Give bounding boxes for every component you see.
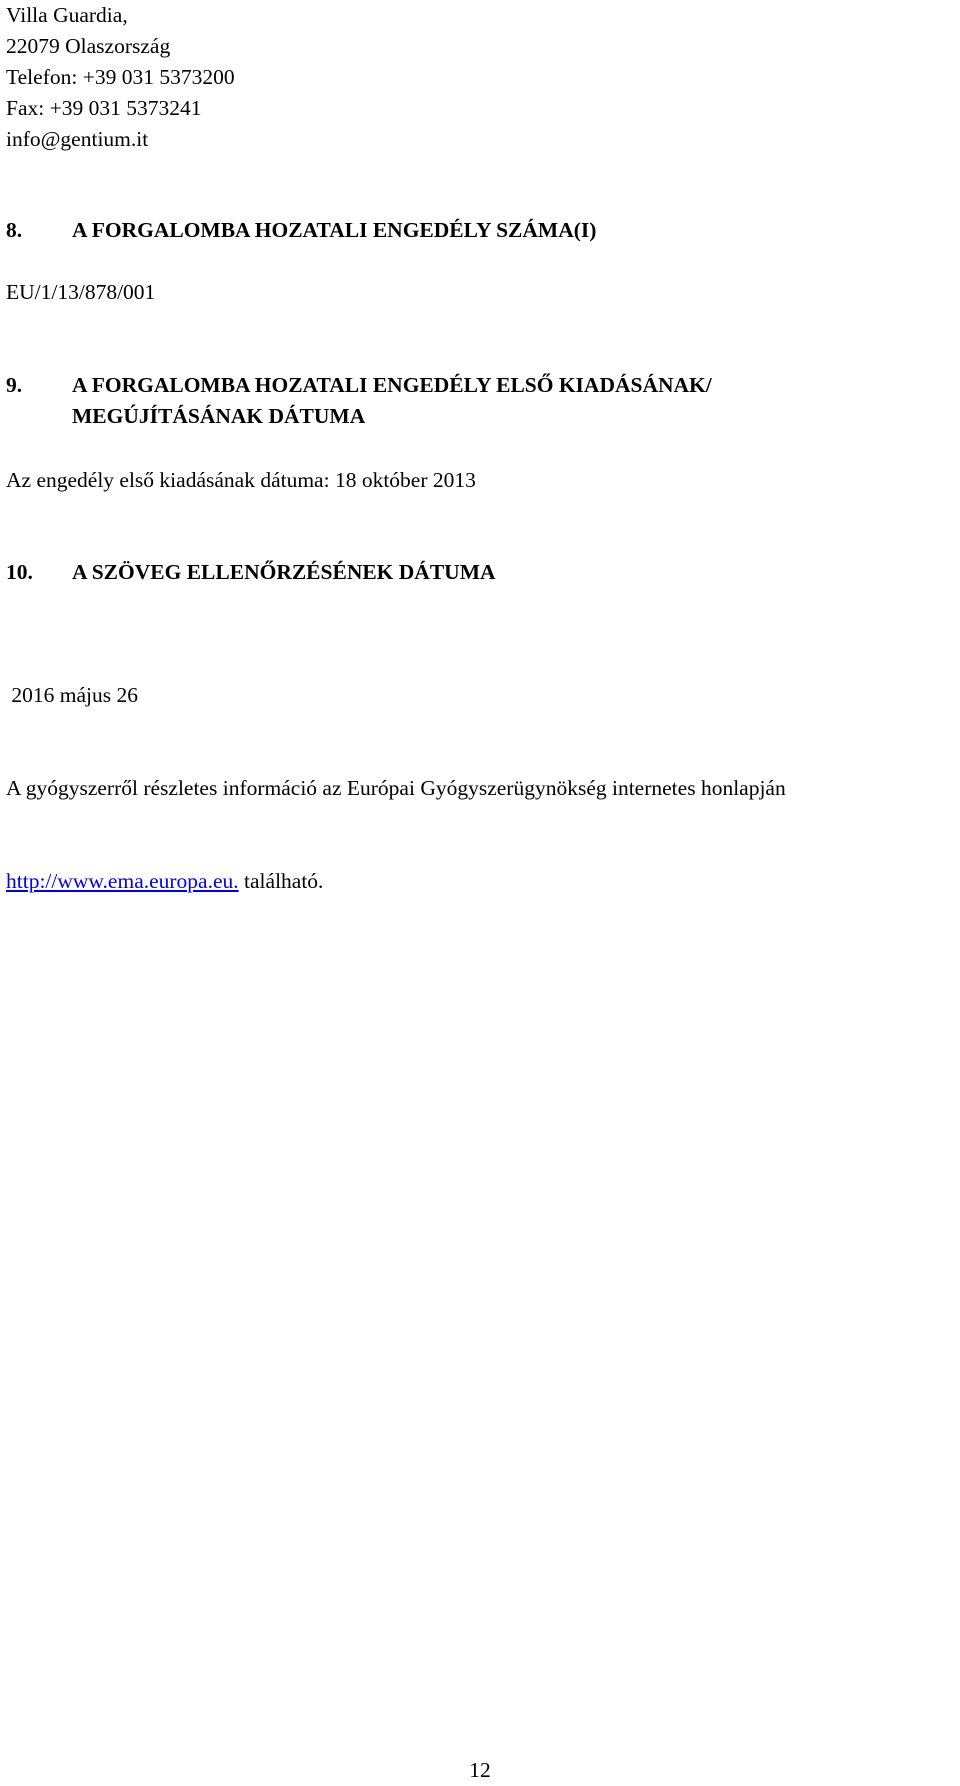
section-9-number: 9. (6, 373, 23, 397)
address-line-2: 22079 Olaszország (6, 34, 171, 58)
fax-line: Fax: +39 031 5373241 (6, 96, 202, 120)
ema-website-link[interactable]: http://www.ema.europa.eu. (6, 869, 239, 893)
info-text: A gyógyszerről részletes információ az Európai Gyógyszerügynökség internetes honlapján (6, 776, 786, 800)
first-authorisation-date: Az engedély első kiadásának dátuma: 18 október 2013 (6, 468, 476, 492)
email-line: info@gentium.it (6, 127, 149, 151)
phone-line: Telefon: +39 031 5373200 (6, 65, 235, 89)
address-block (6, 0, 950, 155)
section-8-number: 8. (6, 218, 23, 242)
page-number: 12 (469, 1758, 491, 1782)
section-10-body (6, 618, 950, 959)
section-10-title: A SZÖVEG ELLENŐRZÉSÉNEK DÁTUMA (72, 560, 496, 584)
authorisation-number: EU/1/13/878/001 (6, 280, 156, 304)
revision-date: 2016 május 26 (6, 683, 138, 707)
link-line (6, 866, 950, 897)
section-10-number: 10. (6, 560, 33, 584)
section-9-body (6, 465, 950, 496)
section-8-title: A FORGALOMBA HOZATALI ENGEDÉLY SZÁMA(I) (72, 218, 597, 242)
section-8-body (6, 277, 950, 308)
section-9-title-line-1: A FORGALOMBA HOZATALI ENGEDÉLY ELSŐ KIADÁSÁNAK/ (72, 373, 712, 397)
section-9-title-line-2: MEGÚJÍTÁSÁNAK DÁTUMA (72, 404, 366, 428)
address-line-1: Villa Guardia, (6, 3, 128, 27)
link-suffix: található. (238, 869, 324, 893)
